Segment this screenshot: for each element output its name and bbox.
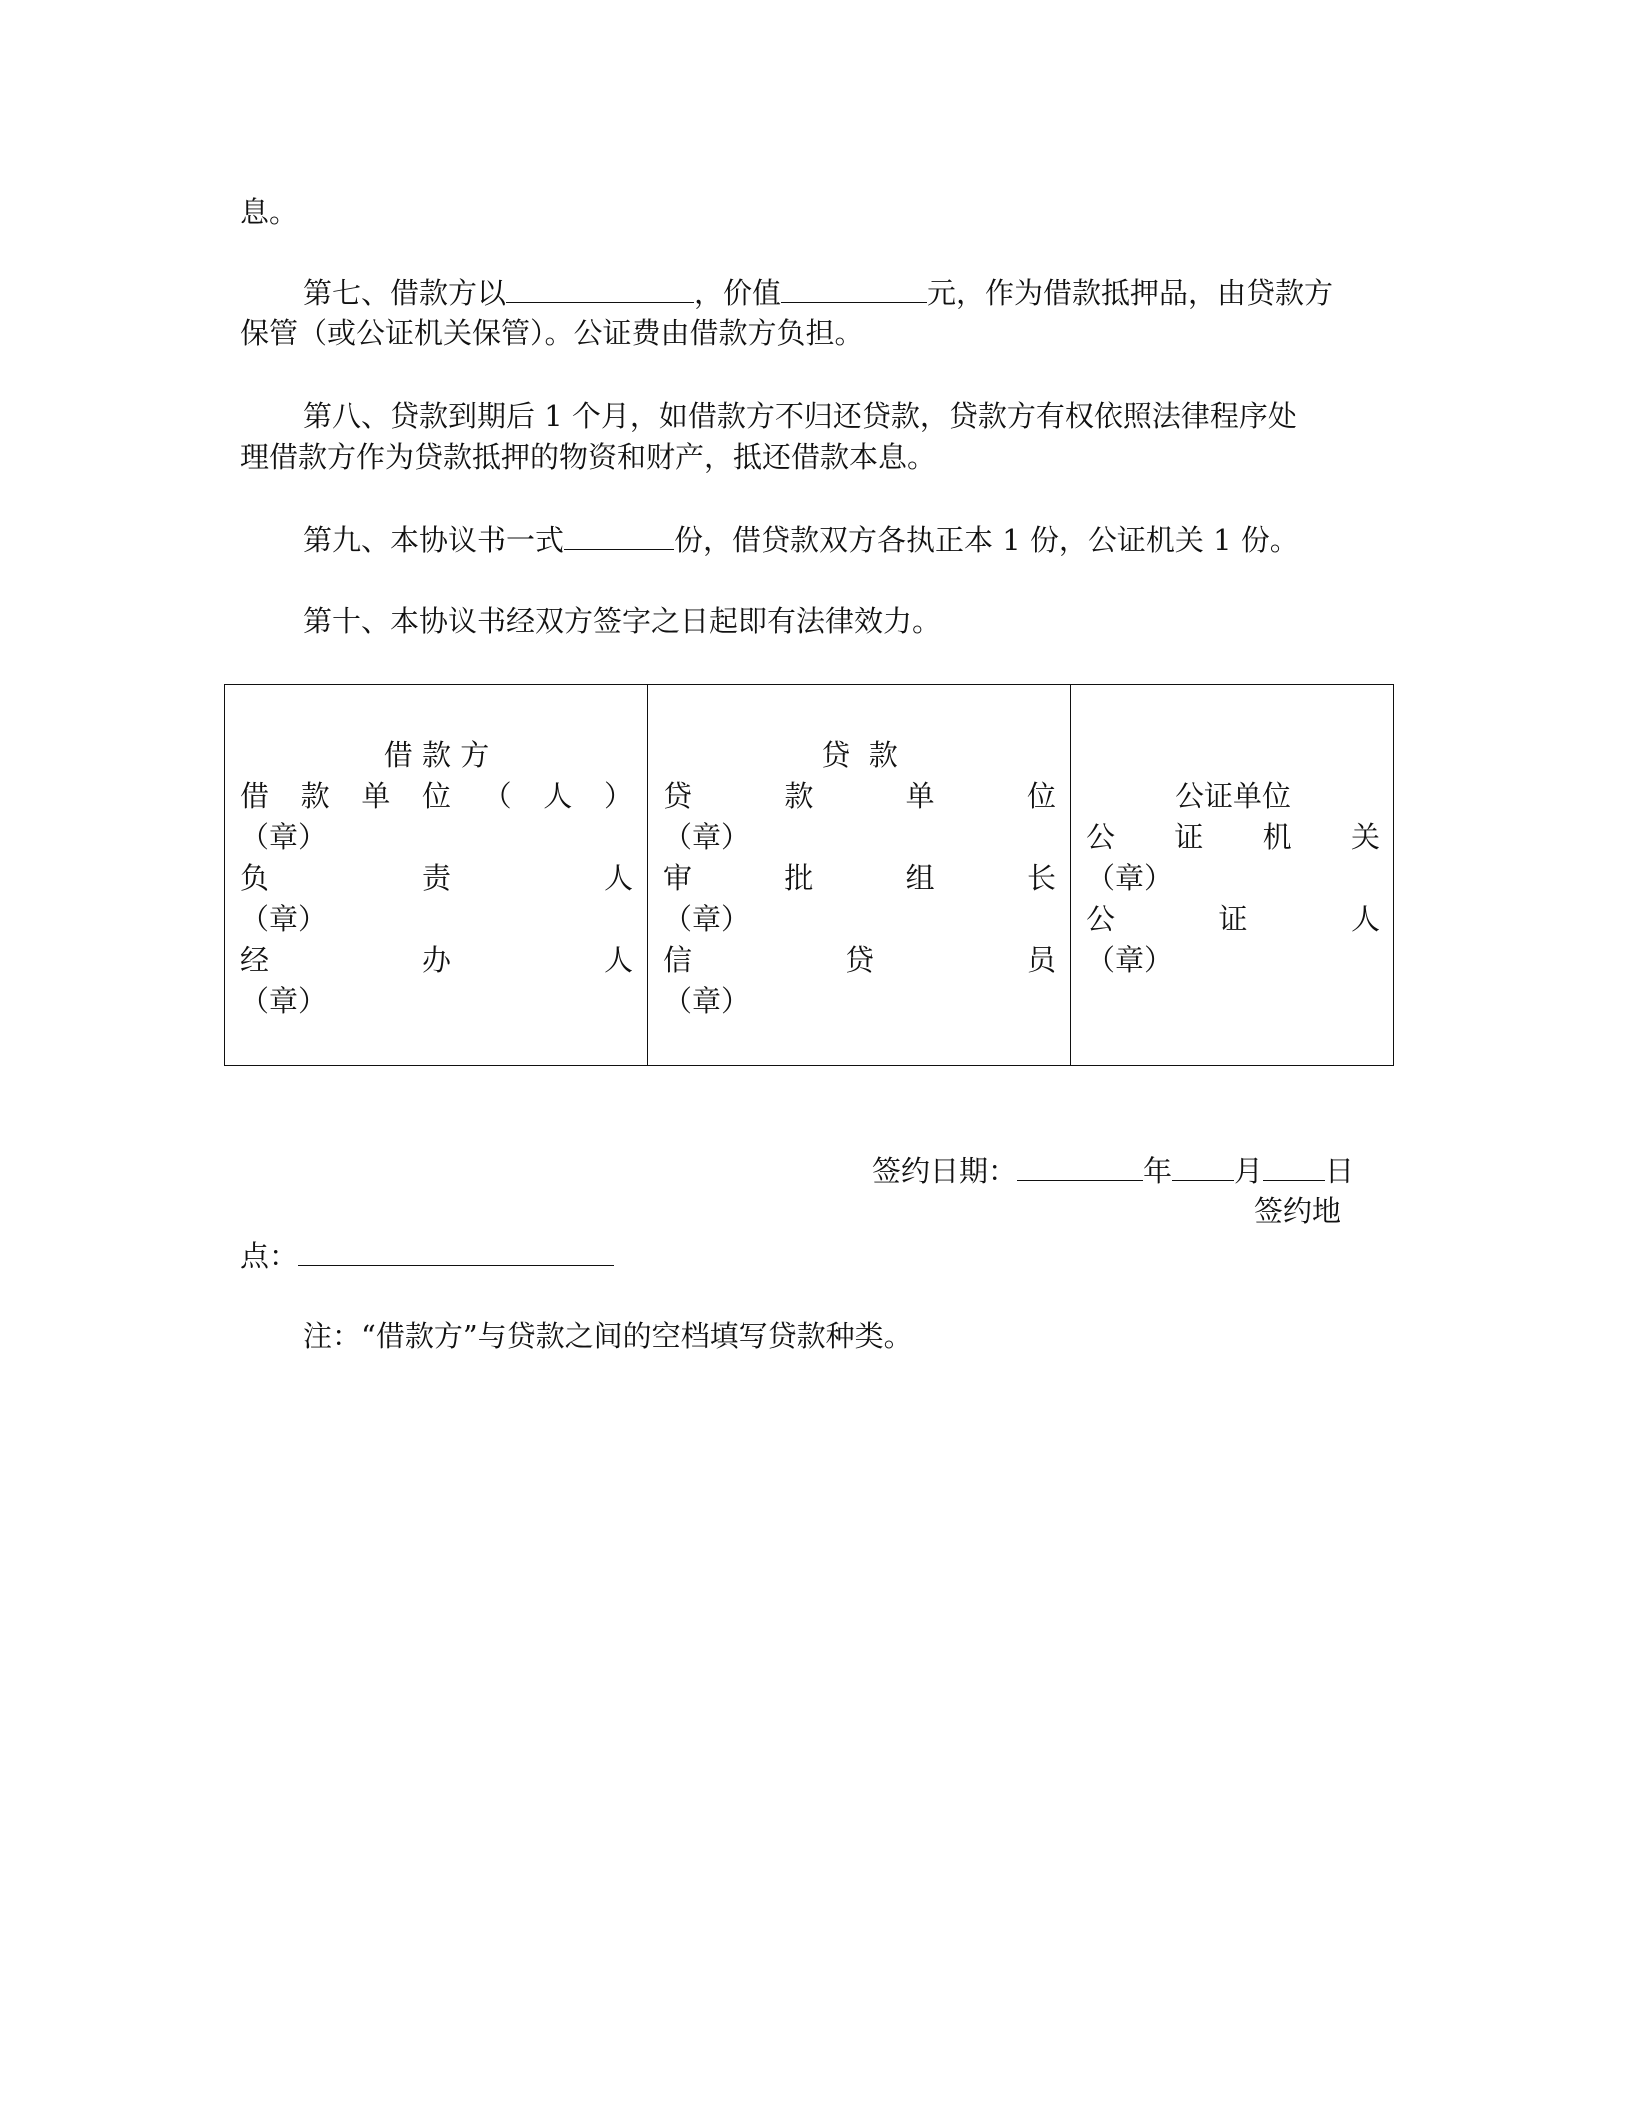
place-blank[interactable] (298, 1235, 614, 1266)
signing-date-line (872, 1150, 1354, 1191)
day-blank[interactable] (1263, 1150, 1325, 1181)
month-label: 月 (1234, 1154, 1264, 1188)
notary-office-label: 公 证 机 关 (1086, 820, 1380, 854)
clause-8-line-2: 理借款方作为贷款抵押的物资和财产，抵还借款本息。 (240, 440, 937, 474)
signing-place-label-b: 点： (240, 1239, 299, 1273)
clause-7-text-a: 第七、借款方以 (303, 276, 507, 310)
paragraph-tail: 息。 (240, 195, 299, 229)
lender-heading: 贷 款 (821, 738, 898, 772)
notary-column (1071, 685, 1395, 1065)
borrower-handler-seal: （章） (240, 984, 328, 1018)
lender-column (648, 685, 1071, 1065)
borrower-responsible-label: 负 责 人 (240, 861, 633, 895)
note-line: 注：“借款方”与贷款之间的空档填写贷款种类。 (303, 1319, 913, 1353)
borrower-unit-label: 借 款 单 位 （ 人 ） (240, 779, 633, 813)
lender-approver-seal: （章） (663, 902, 751, 936)
lender-unit-label: 贷 款 单 位 (663, 779, 1056, 813)
lender-officer-seal: （章） (663, 984, 751, 1018)
signing-place-line (240, 1235, 614, 1276)
clause-7-line-2: 保管（或公证机关保管）。公证费由借款方负担。 (240, 316, 864, 350)
copies-blank[interactable] (564, 519, 674, 550)
borrower-responsible-seal: （章） (240, 902, 328, 936)
lender-unit-seal: （章） (663, 820, 751, 854)
clause-10-line: 第十、本协议书经双方签字之日起即有法律效力。 (303, 604, 942, 638)
clause-7-text-b: ，价值 (694, 276, 782, 310)
collateral-blank[interactable] (506, 272, 694, 303)
borrower-unit-seal: （章） (240, 820, 328, 854)
signature-table (224, 684, 1394, 1066)
lender-approver-label: 审 批 组 长 (663, 861, 1056, 895)
day-label: 日 (1325, 1154, 1355, 1188)
notary-heading: 公证单位 (1174, 779, 1291, 813)
notary-person-seal: （章） (1086, 943, 1174, 977)
value-blank[interactable] (781, 272, 927, 303)
signing-place-label-a: 签约地 (1254, 1194, 1342, 1228)
clause-8-line-1: 第八、贷款到期后 1 个月，如借款方不归还贷款，贷款方有权依照法律程序处 (303, 399, 1297, 433)
signing-date-label: 签约日期： (872, 1154, 1018, 1188)
notary-office-seal: （章） (1086, 861, 1174, 895)
lender-officer-label: 信 贷 员 (663, 943, 1056, 977)
borrower-column (225, 685, 648, 1065)
year-label: 年 (1143, 1154, 1173, 1188)
notary-person-label: 公 证 人 (1086, 902, 1380, 936)
year-blank[interactable] (1017, 1150, 1143, 1181)
clause-9-text-a: 第九、本协议书一式 (303, 523, 565, 557)
month-blank[interactable] (1172, 1150, 1234, 1181)
clause-7-line-1 (303, 272, 1333, 313)
clause-7-text-c: 元，作为借款抵押品，由贷款方 (927, 276, 1334, 310)
borrower-heading: 借 款 方 (383, 738, 490, 772)
clause-9-line (303, 519, 1299, 560)
borrower-handler-label: 经 办 人 (240, 943, 633, 977)
clause-9-text-b: 份，借贷款双方各执正本 1 份，公证机关 1 份。 (674, 523, 1299, 557)
